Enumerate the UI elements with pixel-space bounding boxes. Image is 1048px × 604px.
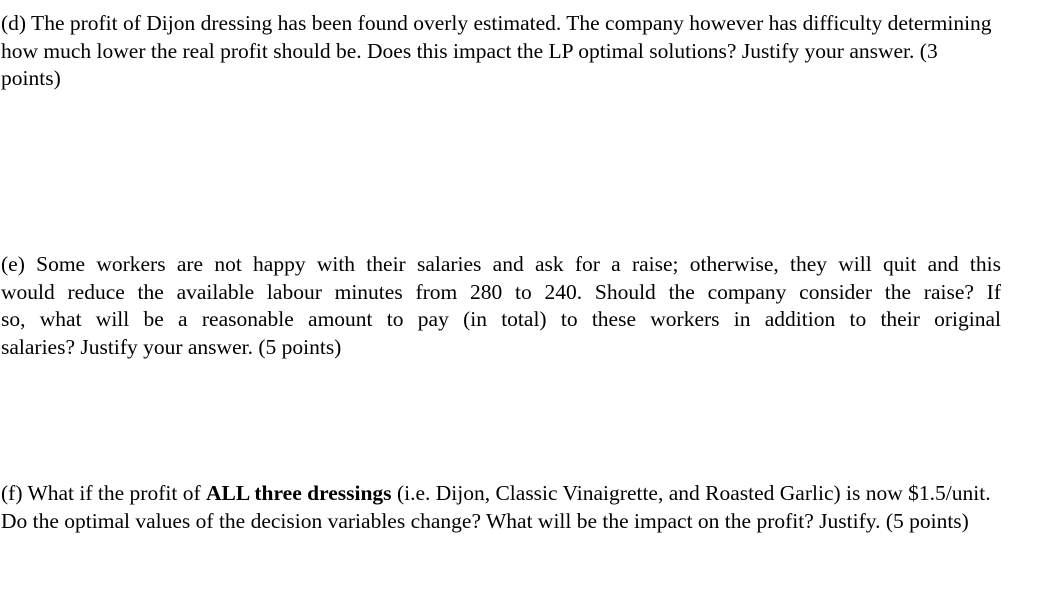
question-e-line: salaries? Justify your answer. (5 points) [1, 334, 342, 359]
question-f [1, 480, 1001, 535]
question-f-prefix: (f) What if the profit of [1, 481, 206, 505]
question-e [1, 251, 1001, 361]
question-f-emphasis: ALL three dressings [205, 481, 392, 505]
question-e-line: so, what will be a reasonable amount to pay (in total) to these workers in addition to their original [1, 307, 1001, 331]
question-d: (d) The profit of Dijon dressing has been found overly estimated. The company however has difficulty determining how much lower the real profit should be. Does this impact the LP optimal solutions? Justify your answer. (3 points) [1, 11, 992, 90]
question-f-suffix: (i.e. Dijon, Classic Vinaigrette, and Roasted Garlic) is now $1.5/unit. Do the optimal values of the decision variables change? What will be the impact on the profit? Justify. (5 points) [1, 481, 991, 533]
question-e-line: (e) Some workers are not happy with their salaries and ask for a raise; otherwise, they will quit and this [1, 252, 1001, 276]
question-e-line: would reduce the available labour minutes from 280 to 240. Should the company consider the raise? If [1, 279, 1001, 304]
